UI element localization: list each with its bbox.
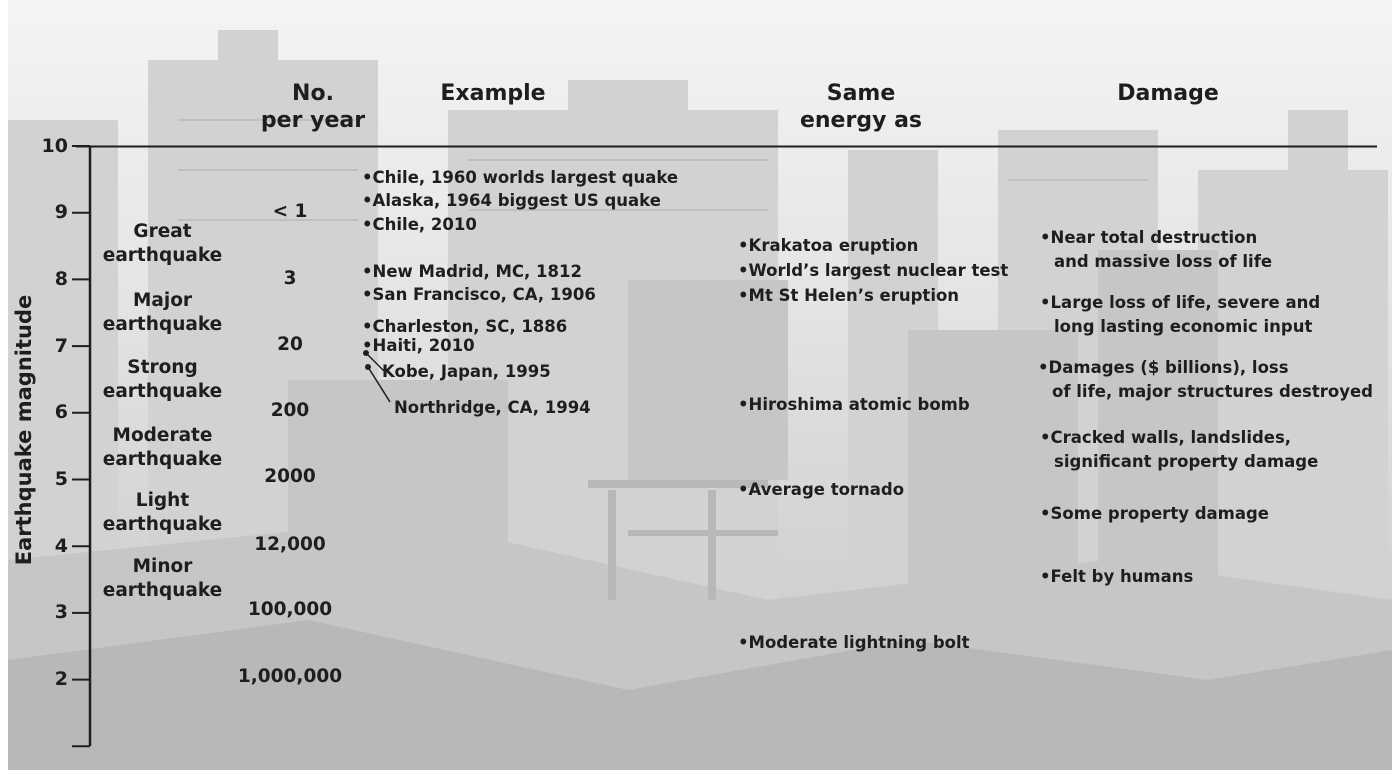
class-light	[95, 489, 230, 537]
class-great-line2: earthquake	[102, 245, 223, 266]
header-per-year-line1: No.	[292, 81, 334, 106]
header-energy	[796, 80, 926, 134]
tick-marks	[72, 146, 90, 746]
energy-krakatoa: • Krakatoa eruption	[738, 236, 918, 256]
energy-mt-st-helens: • Mt St Helen’s eruption	[738, 286, 959, 306]
class-great	[95, 220, 230, 268]
header-damage: Damage	[1117, 81, 1219, 106]
energy-hiroshima: • Hiroshima atomic bomb	[738, 395, 970, 415]
class-strong	[95, 356, 230, 404]
damage-light: • Some property damage	[1040, 502, 1269, 526]
damage-major-line2: long lasting economic input	[1054, 317, 1313, 336]
class-strong-line1: Strong	[127, 357, 198, 378]
damage-minor: • Felt by humans	[1040, 565, 1193, 589]
header-energy-line1: Same	[826, 81, 896, 106]
damage-strong-line2: of life, major structures destroyed	[1052, 382, 1373, 401]
class-great-line1: Great	[133, 221, 192, 242]
per-year-12000: 12,000	[254, 534, 326, 555]
header-example: Example	[440, 81, 546, 106]
tick-label-9: 9	[54, 201, 68, 223]
tick-label-10: 10	[41, 135, 68, 157]
example-chile-2010: • Chile, 2010	[362, 215, 477, 235]
damage-strong	[1038, 356, 1373, 404]
damage-major-line1: • Large loss of life, severe and	[1040, 291, 1320, 315]
example-charleston: • Charleston, SC, 1886	[362, 317, 567, 337]
energy-lightning: • Moderate lightning bolt	[738, 633, 970, 653]
per-year-lt1: < 1	[272, 201, 308, 222]
tick-label-5: 5	[54, 468, 68, 490]
energy-nuclear-test: • World’s largest nuclear test	[738, 261, 1008, 281]
damage-great-line1: • Near total destruction	[1040, 226, 1272, 250]
tick-label-8: 8	[54, 268, 68, 290]
class-major-line2: earthquake	[102, 314, 223, 335]
class-light-line1: Light	[135, 490, 190, 511]
class-major-line1: Major	[132, 290, 193, 311]
y-axis-label: Earthquake magnitude	[12, 294, 36, 566]
tick-label-7: 7	[54, 335, 68, 357]
class-moderate	[95, 424, 230, 472]
header-energy-line2: energy as	[799, 108, 923, 133]
per-year-200: 200	[270, 400, 310, 421]
damage-moderate-line1: • Cracked walls, landslides,	[1040, 426, 1318, 450]
damage-great-line2: and massive loss of life	[1054, 252, 1273, 271]
class-minor-line1: Minor	[132, 556, 193, 577]
example-alaska-1964: • Alaska, 1964 biggest US quake	[362, 191, 661, 211]
example-haiti: • Haiti, 2010	[362, 336, 475, 356]
damage-moderate	[1040, 426, 1318, 474]
per-year-2000: 2000	[264, 466, 316, 487]
tick-label-6: 6	[54, 401, 68, 423]
example-chile-1960: • Chile, 1960 worlds largest quake	[362, 168, 678, 188]
example-new-madrid: • New Madrid, MC, 1812	[362, 262, 582, 282]
example-kobe: Kobe, Japan, 1995	[382, 362, 551, 381]
class-minor-line2: earthquake	[102, 580, 223, 601]
tick-label-4: 4	[54, 535, 68, 557]
header-per-year-line2: per year	[260, 108, 366, 133]
damage-strong-line1: • Damages ($ billions), loss	[1038, 356, 1373, 380]
per-year-100000: 100,000	[247, 599, 333, 620]
per-year-3: 3	[283, 268, 297, 289]
damage-major	[1040, 291, 1320, 339]
class-light-line2: earthquake	[102, 514, 223, 535]
tick-label-2: 2	[54, 668, 68, 690]
class-moderate-line2: earthquake	[102, 449, 223, 470]
class-strong-line2: earthquake	[102, 381, 223, 402]
per-year-20: 20	[277, 334, 303, 355]
damage-great	[1040, 226, 1272, 274]
class-minor	[95, 555, 230, 603]
class-major	[95, 289, 230, 337]
damage-moderate-line2: significant property damage	[1054, 452, 1319, 471]
class-moderate-line1: Moderate	[112, 425, 213, 446]
example-san-francisco: • San Francisco, CA, 1906	[362, 285, 596, 305]
northridge-dot	[365, 364, 371, 370]
example-northridge: Northridge, CA, 1994	[394, 398, 591, 417]
header-per-year	[258, 80, 368, 134]
energy-tornado: • Average tornado	[738, 480, 904, 500]
per-year-1000000: 1,000,000	[237, 666, 343, 687]
tick-label-3: 3	[54, 601, 68, 623]
